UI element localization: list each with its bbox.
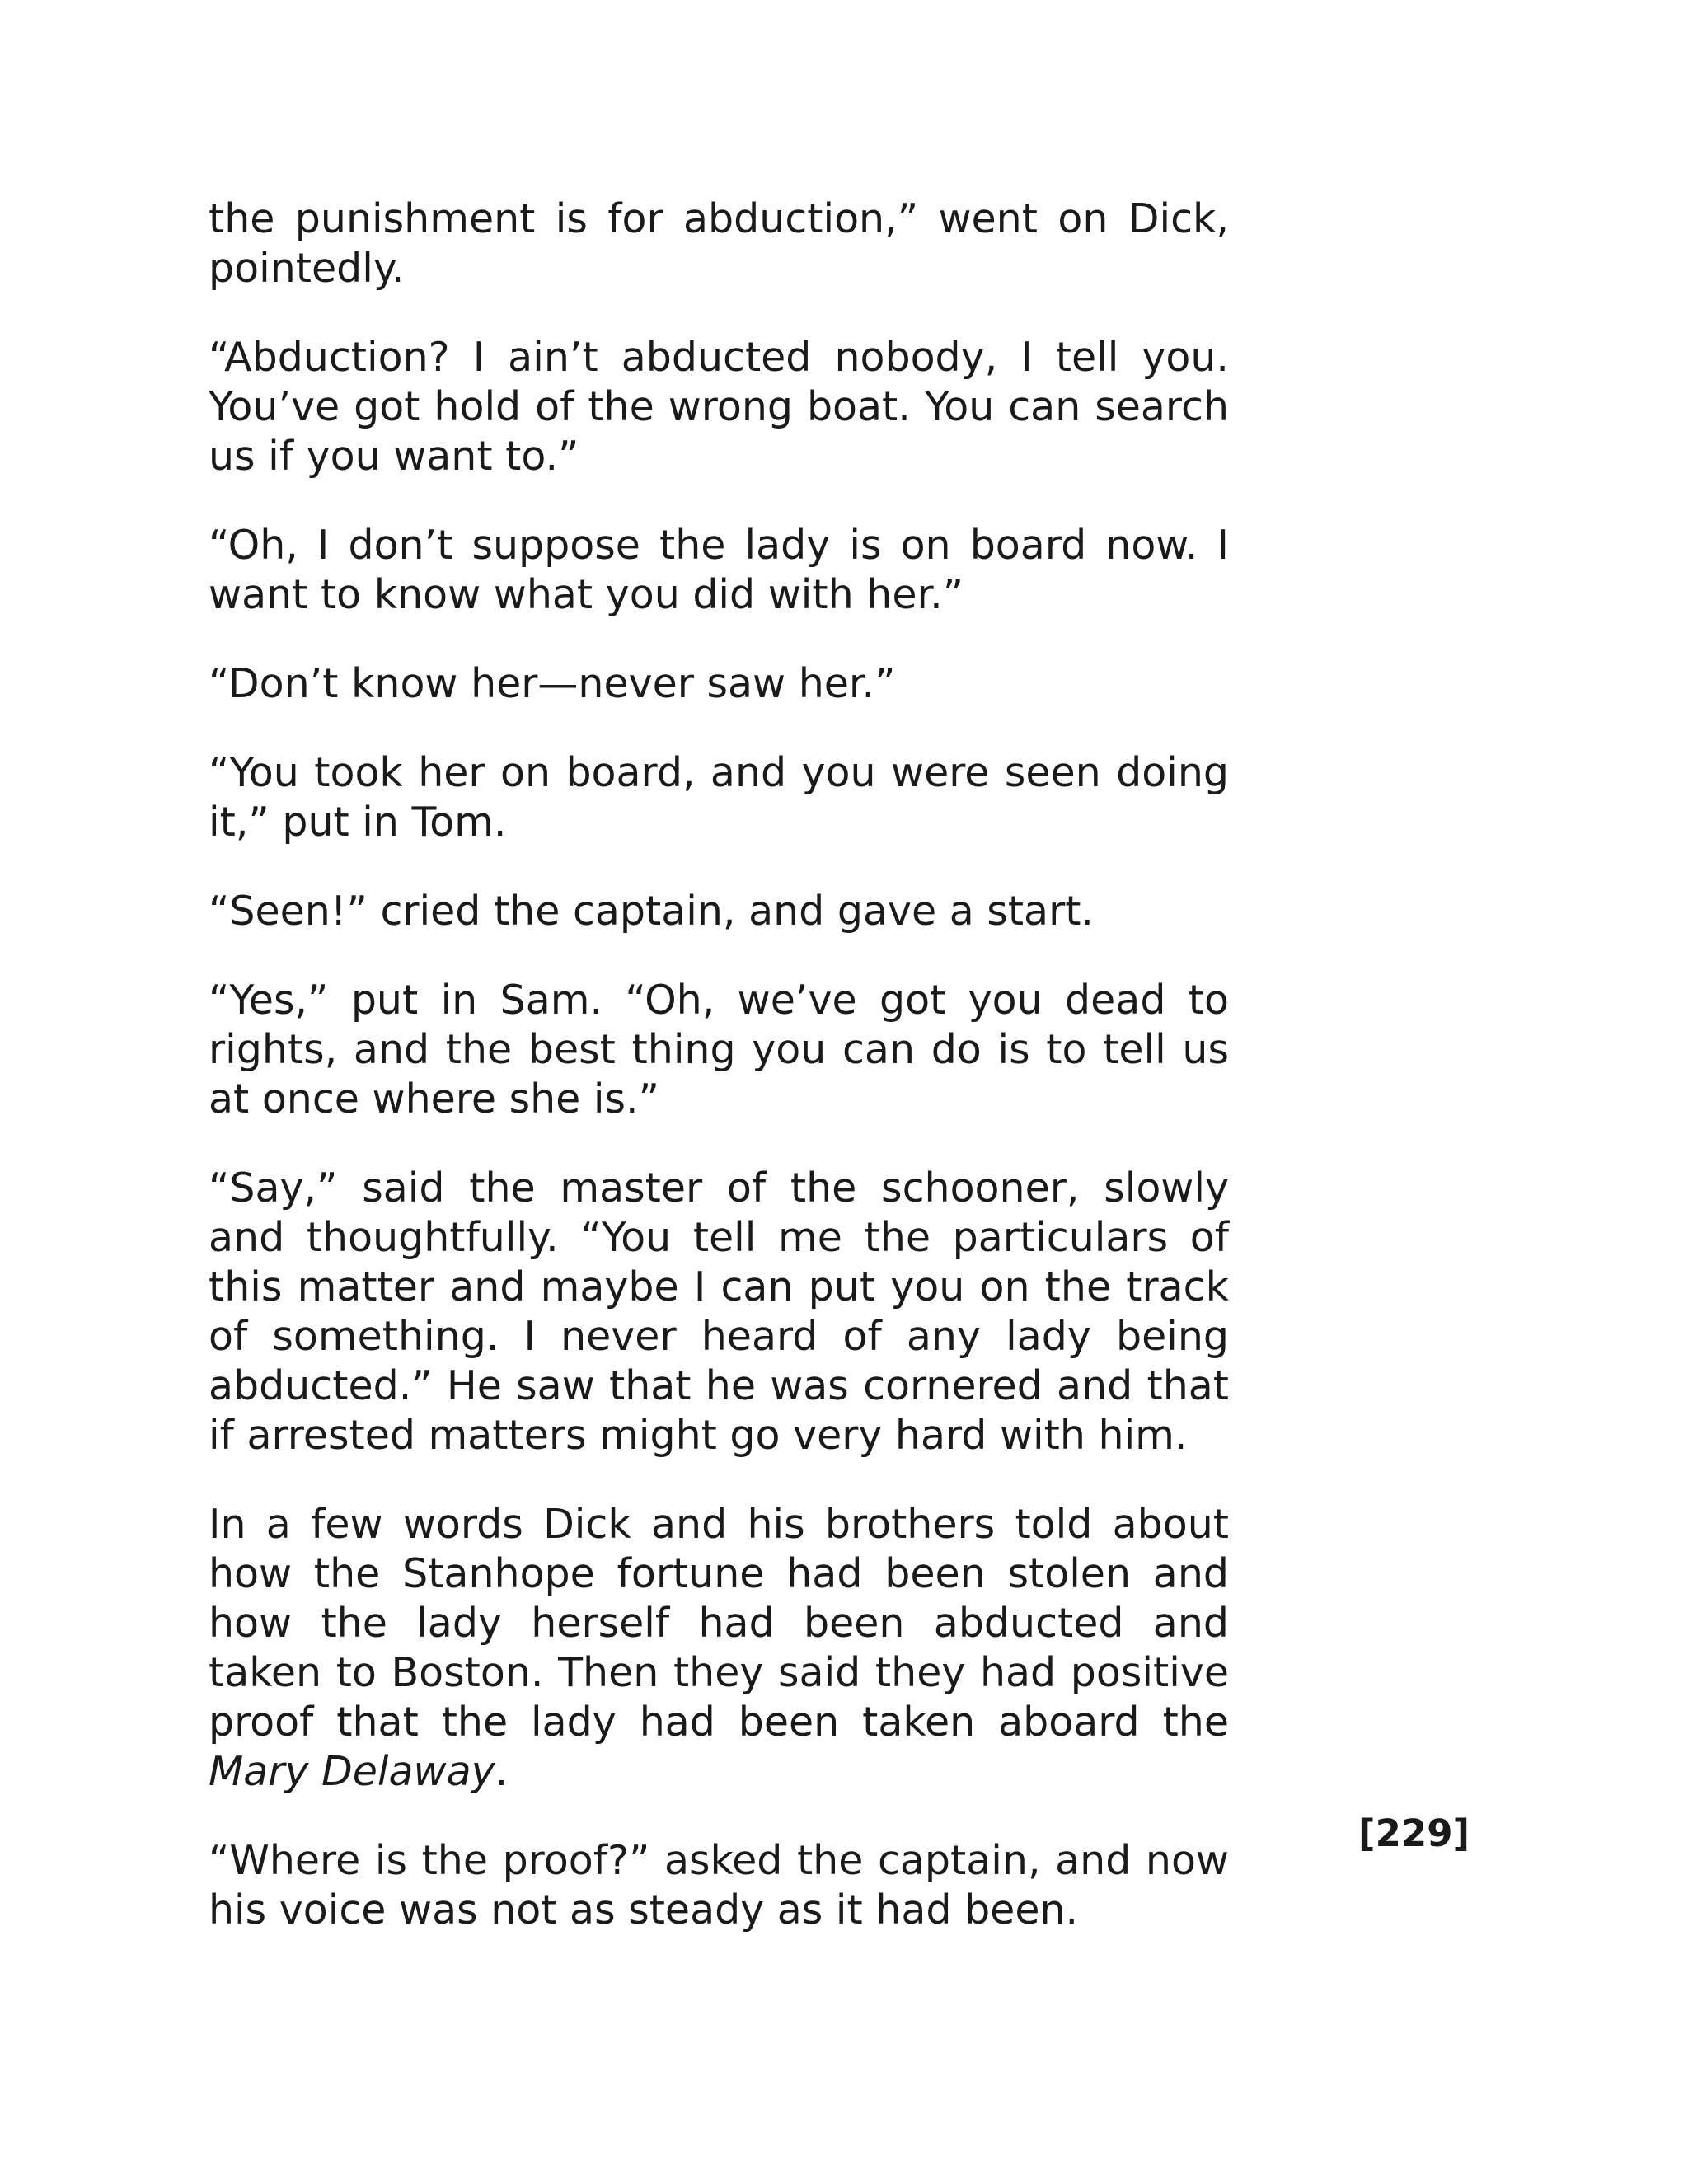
paragraph-10: “Where is the proof?” asked the captain, and now his voice was not as steady as it had been. — [209, 1837, 1229, 1933]
paragraph-2: “Abduction? I ain’t abducted nobody, I tell you. You’ve got hold of the wrong boat. You can search us if you want to.” — [209, 334, 1229, 480]
paragraph-9 — [209, 1500, 1229, 1797]
paragraph-4: “Don’t know her—never saw her.” — [209, 660, 896, 707]
paragraph-5: “You took her on board, and you were seen doing it,” put in Tom. — [209, 749, 1229, 846]
paragraph-9-text-after: . — [495, 1748, 509, 1795]
page-number: [229] — [1358, 1811, 1470, 1855]
paragraph-1: the punishment is for abduction,” went on Dick, pointedly. — [209, 195, 1229, 292]
paragraph-7: “Yes,” put in Sam. “Oh, we’ve got you dead to rights, and the best thing you can do is to tell us at once where she is.” — [209, 977, 1229, 1122]
paragraph-9-text-before: In a few words Dick and his brothers told about how the Stanhope fortune had been stolen and how the lady herself had been abducted and taken to Boston. Then they said they had positive proof that the lady had been taken aboard the — [209, 1501, 1229, 1746]
page-text-column — [209, 194, 1229, 1935]
ship-name-italic: Mary Delaway — [209, 1748, 495, 1795]
paragraph-8: “Say,” said the master of the schooner, slowly and thoughtfully. “You tell me the particulars of this matter and maybe I can put you on the track of something. I never heard of any lady being abducted.” He saw that he was cornered and that if arrested matters might go very hard with him. — [209, 1165, 1229, 1459]
paragraph-3: “Oh, I don’t suppose the lady is on board now. I want to know what you did with her.” — [209, 522, 1229, 618]
paragraph-6: “Seen!” cried the captain, and gave a start. — [209, 888, 1095, 935]
